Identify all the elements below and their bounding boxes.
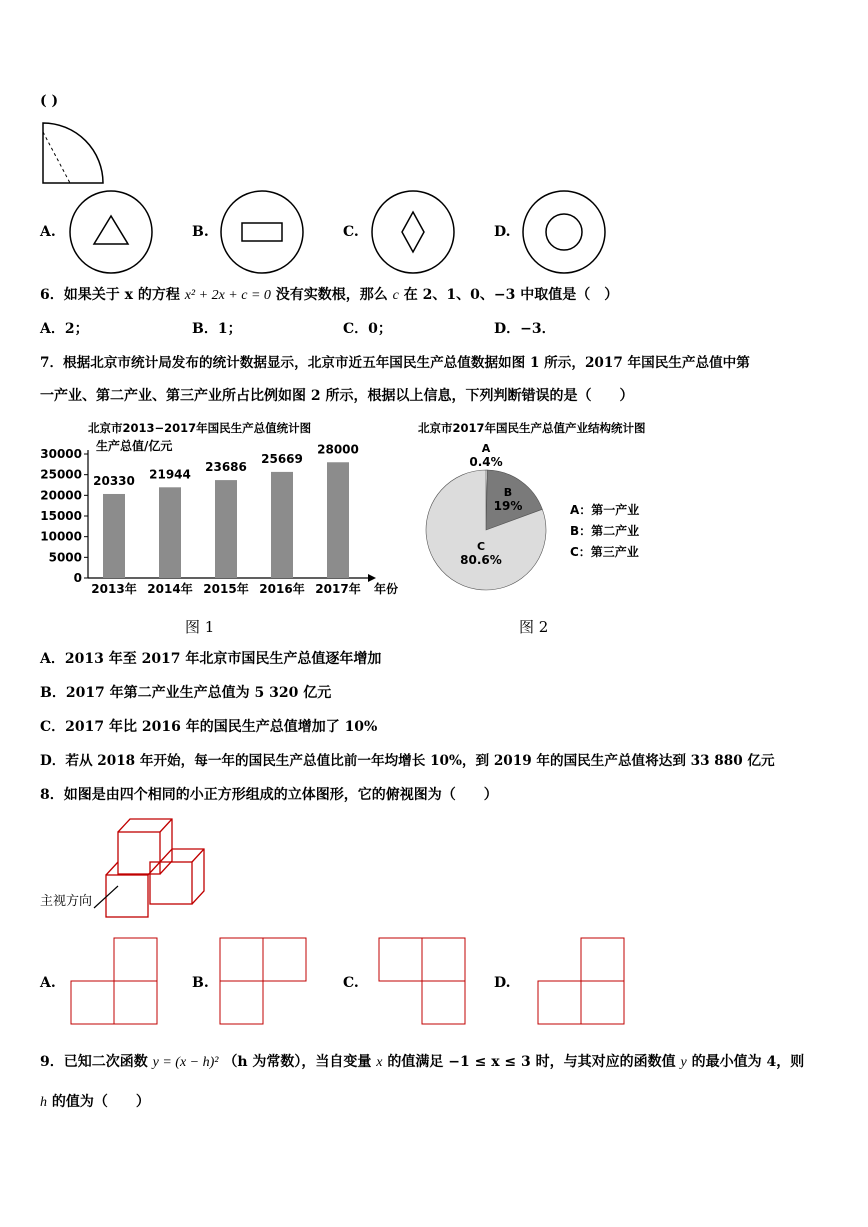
q6-stem (40, 286, 618, 305)
q8-option-d-label[interactable]: D. (494, 975, 511, 991)
bar-chart-y-tick-label: 5000 (48, 550, 82, 565)
bar-chart-value-label: 21944 (149, 467, 191, 482)
q5-option-c-figure[interactable] (368, 188, 458, 278)
bar-chart-value-label: 20330 (93, 473, 135, 488)
q8-option-a-label[interactable]: A. (40, 975, 56, 991)
pie-slice-percent-label: 19% (493, 499, 523, 513)
q9-line2: 的值为（ ） (51, 1094, 150, 1110)
q5-option-a-figure[interactable] (66, 188, 156, 278)
q8-option-b-figure[interactable] (219, 937, 311, 1027)
q8-option-d-figure[interactable] (537, 937, 629, 1027)
pie-legend-item: A：第一产业 (570, 503, 640, 517)
q6-suffix: 在 2、1、0、−3 中取值是（ ） (403, 287, 619, 303)
pie-slice-name-label: A (481, 442, 491, 455)
bar-chart-category-label: 2017年 (315, 582, 361, 596)
bar-chart-y-tick-label: 25000 (40, 467, 82, 482)
q9-y-var: y (680, 1055, 687, 1070)
q9-stem-line1 (40, 1053, 804, 1072)
q8-stem: 8．如图是由四个相同的小正方形组成的立体图形，它的俯视图为（ ） (40, 787, 498, 803)
pie-legend-item: B：第二产业 (570, 524, 640, 538)
bar-chart-bar (215, 480, 237, 578)
bar-chart-category-label: 2014年 (147, 582, 193, 596)
q6-option-b[interactable]: B．1； (192, 321, 242, 337)
pie-slice-percent-label: 0.4% (469, 455, 503, 469)
q6-variable: c (392, 288, 399, 303)
q6-option-a[interactable]: A．2； (40, 321, 89, 337)
q5-option-d-label[interactable]: D. (494, 224, 511, 240)
bar-chart-bar (271, 472, 293, 578)
q9-note: （h 为常数），当自变量 (223, 1054, 372, 1070)
q7-option-d[interactable]: D．若从 2018 年开始，每一年的国民生产总值比前一年均增长 10%，到 2019 年的国民生产总值将达到 33 880 亿元 (40, 753, 775, 769)
pie-slice-name-label: C (476, 540, 486, 553)
q9-stem-line2 (40, 1093, 150, 1112)
q9-function: y = (x − h)² (152, 1055, 219, 1070)
q8-direction-arrow (92, 882, 132, 912)
q5-quarter-circle-figure (40, 120, 110, 190)
bar-chart-ylabel: 生产总值/亿元 (96, 439, 173, 453)
q5-option-d-figure[interactable] (519, 188, 609, 278)
q7-option-b[interactable]: B．2017 年第二产业生产总值为 5 320 亿元 (40, 685, 332, 701)
q7-option-c[interactable]: C．2017 年比 2016 年的国民生产总值增加了 10% (40, 719, 378, 735)
q6-prefix: 6．如果关于 x 的方程 (40, 287, 180, 303)
bar-chart-value-label: 25669 (261, 451, 303, 466)
q6-option-c[interactable]: C．0； (343, 321, 392, 337)
q5-option-c-label[interactable]: C. (343, 224, 359, 240)
q8-option-a-figure[interactable] (70, 937, 162, 1027)
bar-chart-value-label: 28000 (317, 442, 359, 457)
bar-chart-category-label: 2013年 (91, 582, 137, 596)
bar-chart-category-label: 2015年 (203, 582, 249, 596)
pie-legend-item: C：第三产业 (570, 545, 639, 559)
pie-slice-percent-label: 80.6% (460, 553, 502, 567)
industry-pie-chart (410, 418, 710, 603)
q8-option-c-label[interactable]: C. (343, 975, 359, 991)
fig1-caption: 图 1 (185, 618, 215, 636)
q9-prefix: 9．已知二次函数 (40, 1054, 148, 1070)
bar-chart-y-tick-label: 30000 (40, 447, 82, 461)
q5-option-b-label[interactable]: B. (192, 224, 209, 240)
q9-range: 的值满足 −1 ≤ x ≤ 3 时，与其对应的函数值 (387, 1054, 676, 1070)
gdp-bar-chart (38, 418, 398, 603)
bar-chart-xlabel: 年份 (374, 582, 399, 596)
q7-stem-line1: 7．根据北京市统计局发布的统计数据显示，北京市近五年国民生产总值数据如图 1 所示，2017 年国民生产总值中第 (40, 355, 750, 371)
bar-chart-y-tick-label: 0 (73, 571, 82, 585)
fig2-caption: 图 2 (519, 618, 549, 636)
q7-option-a[interactable]: A．2013 年至 2017 年北京市国民生产总值逐年增加 (40, 651, 382, 667)
pie-chart-title: 北京市2017年国民生产总值产业结构统计图 (418, 421, 646, 435)
x-axis-arrow-icon (368, 574, 376, 582)
bar-chart-y-tick-label: 15000 (40, 509, 82, 523)
bar-chart-bar (103, 494, 125, 578)
q5-option-b-figure[interactable] (217, 188, 307, 278)
q6-option-d[interactable]: D．−3． (494, 321, 556, 337)
bar-chart-bar (159, 487, 181, 578)
bar-chart-category-label: 2016年 (259, 582, 305, 596)
q5-option-a-label[interactable]: A. (40, 224, 56, 240)
pie-slice-name-label: B (503, 486, 513, 499)
q8-option-c-figure[interactable] (378, 937, 470, 1027)
q8-direction-label: 主视方向 (40, 894, 93, 909)
q9-tail: 的最小值为 4，则 (691, 1054, 805, 1070)
bar-chart-y-tick-label: 20000 (40, 488, 82, 503)
q5-answer-paren: ( ) (40, 93, 59, 109)
q8-option-b-label[interactable]: B. (192, 975, 209, 991)
q9-x-var: x (376, 1055, 383, 1070)
q7-stem-line2: 一产业、第二产业、第三产业所占比例如图 2 所示，根据以上信息，下列判断错误的是（ ） (40, 388, 634, 404)
bar-chart-title: 北京市2013−2017年国民生产总值统计图 (88, 421, 312, 435)
q6-equation: x² + 2x + c = 0 (184, 288, 271, 303)
q9-h-var: h (40, 1095, 47, 1110)
bar-chart-bar (327, 462, 349, 578)
bar-chart-y-tick-label: 10000 (40, 529, 82, 544)
bar-chart-value-label: 23686 (205, 460, 247, 475)
q6-middle: 没有实数根，那么 (275, 287, 388, 303)
